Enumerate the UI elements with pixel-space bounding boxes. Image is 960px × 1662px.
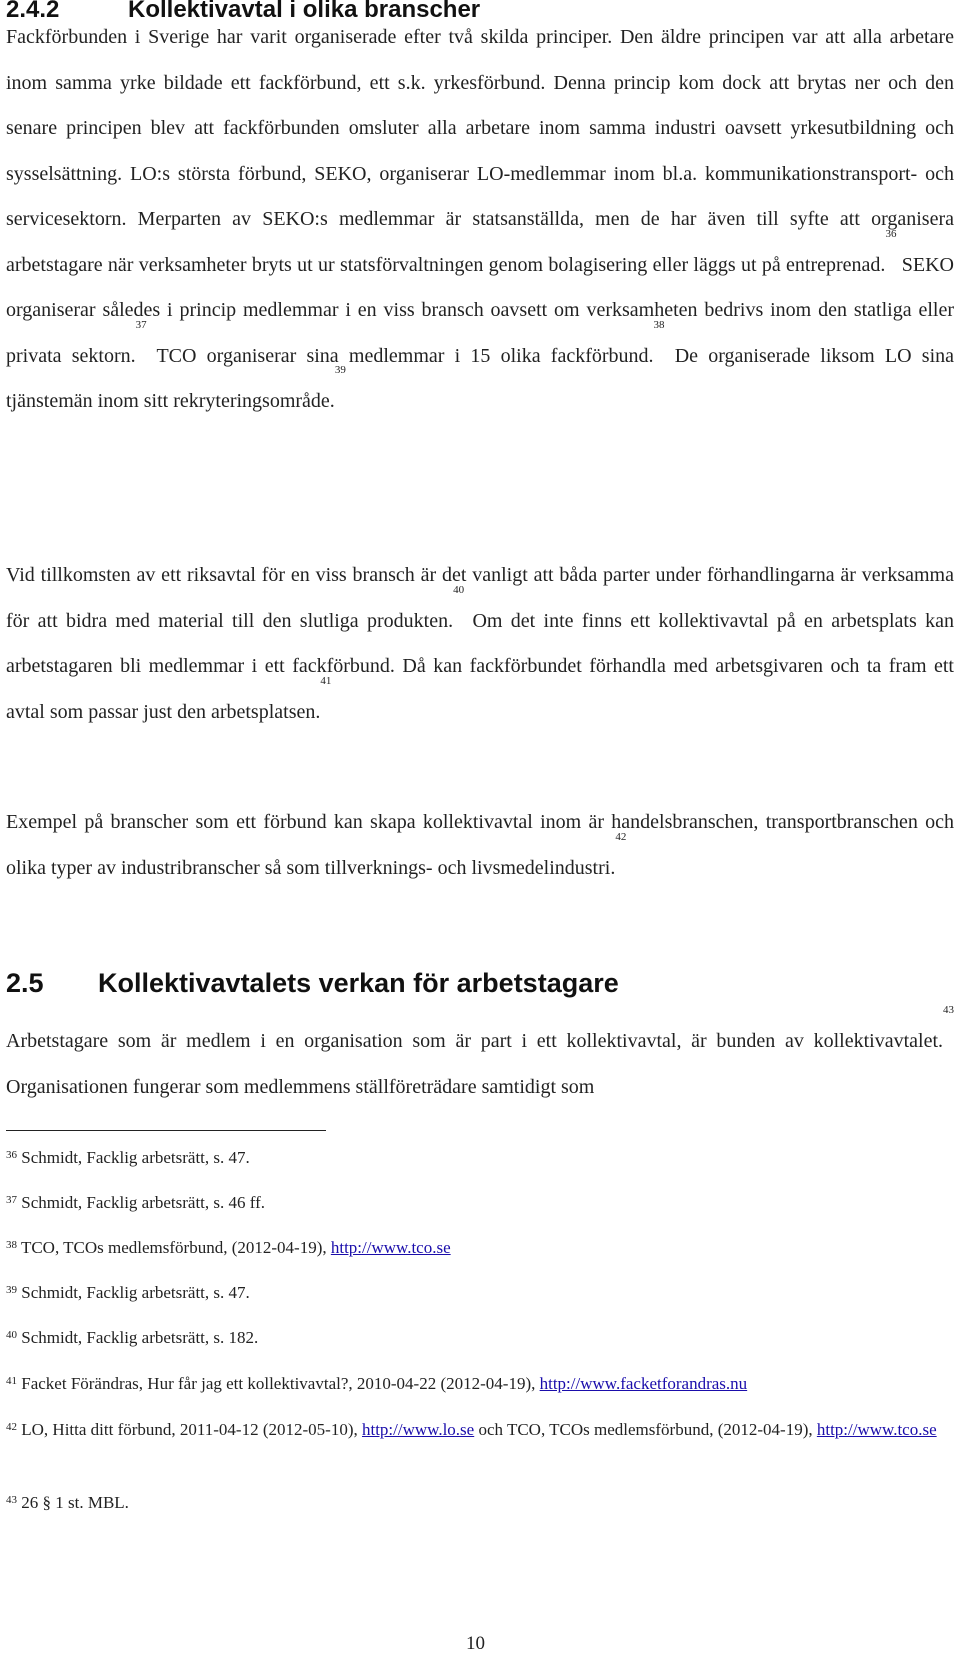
footnote-number: 43 — [6, 1494, 17, 1506]
footnote-37 — [6, 1189, 954, 1216]
footnote-ref[interactable]: 37 — [135, 318, 147, 331]
paragraph-text: Vid tillkomsten av ett riksavtal för en viss bransch är det vanligt att båda parter under förhandlingarna är verksamma för att bidra med material till den slutliga produkten. — [6, 564, 954, 632]
footnote-link[interactable]: http://www.tco.se — [816, 1420, 937, 1439]
footnote-ref[interactable]: 43 — [943, 1004, 954, 1016]
paragraph-text: TCO organiserar sina medlemmar i 15 olika fackförbund. — [146, 344, 654, 367]
paragraph-text: Fackförbunden i Sverige har varit organiserade efter två skilda principer. Den äldre principen var att alla arbetare inom samma yrke bildade ett fackförbund, ett s.k. yrkesförbund. Denna princip kom dock att brytas ner och den senare principen blev att fackförbunden omsluter alla arbetare inom samma industri oavsett yrkesutbildning och sysselsättning. LO:s största förbund, SEKO, organiserar LO-medlemmar inom bl.a. kommunikationstransport- och servicesektorn. Merparten av SEKO:s medlemmar är statsanställda, men de har även till syfte att organisera arbetstagare när verksamheter bryts ut ur statsförvaltningen genom bolagisering eller läggs ut på entreprenad. — [6, 26, 954, 276]
paragraph-text: Organisationen fungerar som medlemmens ställföreträdare samtidigt som — [6, 1075, 595, 1098]
paragraph-text: Arbetstagare som är medlem i en organisation som är part i ett kollektivavtal, är bunden av kollektivavtalet. — [6, 1030, 943, 1052]
footnote-text: Schmidt, Facklig arbetsrätt, s. 47. — [21, 1283, 250, 1302]
footnote-ref[interactable]: 39 — [334, 364, 346, 376]
footnote-number: 37 — [6, 1194, 17, 1206]
footnote-number: 39 — [6, 1284, 17, 1296]
footnote-number: 41 — [6, 1375, 17, 1387]
footnote-text: TCO, TCOs medlemsförbund, (2012-04-19), — [20, 1238, 331, 1257]
section-title: Kollektivavtal i olika branscher — [128, 0, 481, 23]
footnote-39 — [6, 1279, 954, 1306]
footnote-number: 40 — [6, 1329, 17, 1341]
footnote-ref[interactable]: 40 — [453, 583, 465, 596]
footnote-text: Facket Förändras, Hur får jag ett kollektivavtal?, 2010-04-22 (2012-04-19), — [21, 1374, 540, 1393]
footnote-ref[interactable]: 41 — [320, 674, 332, 687]
footnote-41 — [6, 1370, 954, 1397]
paragraph-text: Exempel på branscher som ett förbund kan skapa kollektivavtal inom är handelsbranschen, transportbranschen och olika typer av industribranscher så som tillverknings- och livsmedelindustri. — [6, 811, 954, 879]
paragraph-text: SEKO organiserar således i princip medlemmar i en viss bransch oavsett om verksamheten bedrivs inom den statliga eller privata sektorn. — [6, 253, 954, 367]
paragraph-text: De organiserade liksom LO sina tjänstemän inom sitt rekryteringsområde. — [6, 344, 954, 412]
footnote-43 — [6, 1489, 954, 1516]
footnote-text: Schmidt, Facklig arbetsrätt, s. 46 ff. — [21, 1193, 266, 1212]
footnote-ref[interactable]: 42 — [615, 830, 627, 843]
footnote-separator — [6, 1130, 326, 1131]
paragraph-agreement-effect — [6, 1004, 954, 1110]
footnote-ref[interactable]: 38 — [653, 318, 665, 331]
footnote-text: Schmidt, Facklig arbetsrätt, s. 182. — [21, 1328, 259, 1347]
footnote-40 — [6, 1324, 954, 1351]
page-number: 10 — [466, 1633, 485, 1654]
footnote-text: LO, Hitta ditt förbund, 2011-04-12 (2012-05-10), — [21, 1420, 362, 1439]
footnote-38 — [6, 1234, 954, 1261]
footnote-link[interactable]: http://www.facketforandras.nu — [539, 1374, 748, 1393]
footnote-link[interactable]: http://www.tco.se — [330, 1238, 451, 1257]
footnote-link[interactable]: http://www.lo.se — [361, 1420, 475, 1439]
paragraph-text: Om det inte finns ett kollektivavtal på en arbetsplats kan arbetstagaren bli medlemmar i ett fackförbund. Då kan fackförbundet förhandla med arbetsgivaren och ta fram ett avtal som passar just den arbetsplatsen. — [6, 609, 954, 723]
paragraph-national-agreement — [6, 553, 954, 735]
paragraph-union-principles — [6, 15, 954, 425]
section-number: 2.4.2 — [6, 0, 60, 23]
footnote-text: Schmidt, Facklig arbetsrätt, s. 47. — [21, 1148, 250, 1167]
footnote-36 — [6, 1144, 954, 1171]
footnote-number: 38 — [6, 1239, 17, 1251]
paragraph-industry-examples — [6, 800, 954, 891]
section-heading-2-5 — [6, 968, 619, 999]
footnote-ref[interactable]: 36 — [885, 227, 897, 240]
footnote-number: 42 — [6, 1421, 17, 1433]
section-title: Kollektivavtalets verkan för arbetstagare — [98, 968, 619, 998]
footnote-text: och TCO, TCOs medlemsförbund, (2012-04-19), — [474, 1420, 817, 1439]
footnote-42 — [6, 1416, 954, 1443]
footnote-text: 26 § 1 st. MBL. — [21, 1493, 129, 1512]
section-number: 2.5 — [6, 968, 44, 998]
footnote-number: 36 — [6, 1149, 17, 1161]
